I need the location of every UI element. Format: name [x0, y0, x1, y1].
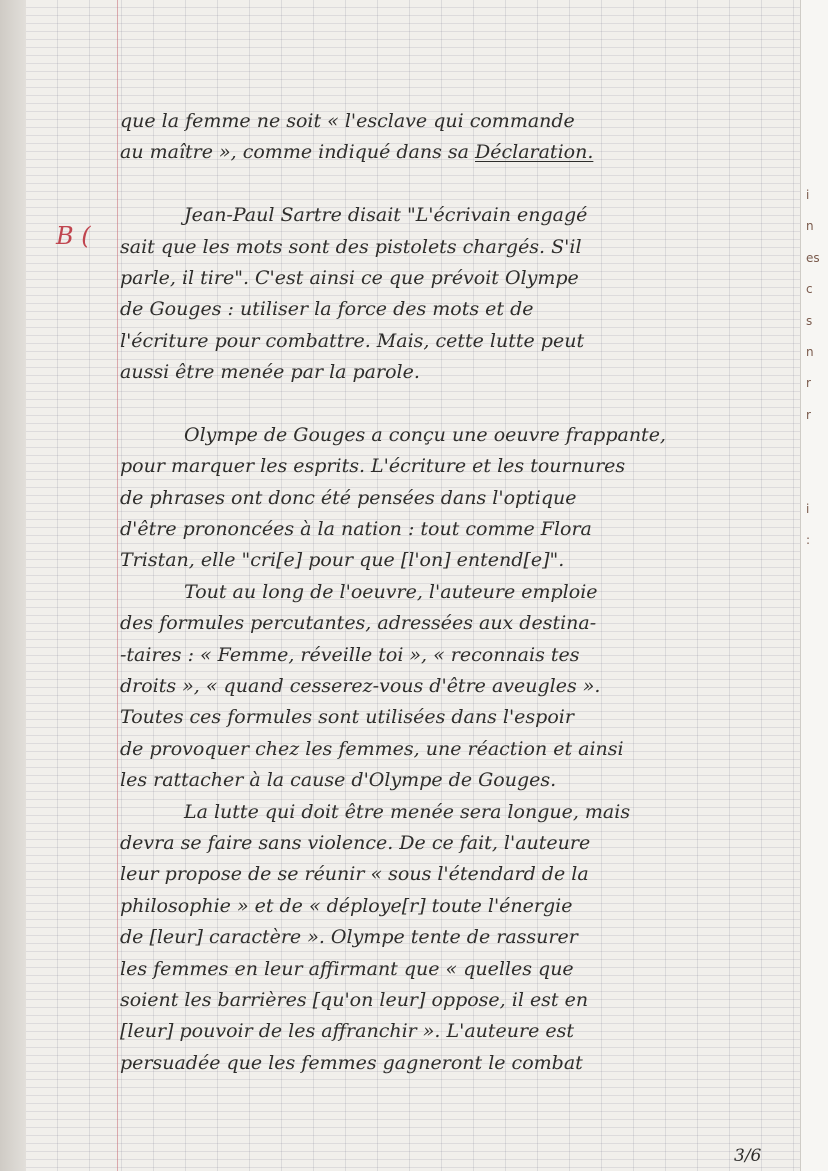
- text-line: que la femme ne soit « l'esclave qui commande: [120, 110, 575, 132]
- adjacent-page-text-fragments: [806, 180, 828, 557]
- text-line: les femmes en leur affirmant que « quelles que: [120, 957, 574, 980]
- text-line: sait que les mots sont des pistolets chargés. S'il: [120, 235, 582, 258]
- text-line: pour marquer les esprits. L'écriture et les tournures: [120, 455, 626, 478]
- edge-mark: r: [806, 376, 811, 391]
- text-line: -taires : « Femme, réveille toi », « reconnais tes: [120, 643, 580, 666]
- text-line: [120, 137, 800, 168]
- text-line-part: au maître », comme indiqué dans sa: [120, 141, 475, 164]
- edge-mark: c: [806, 282, 813, 297]
- paragraph-start: Tout au long de l'oeuvre, l'auteure emploie: [184, 580, 598, 603]
- text-line: parle, il tire". C'est ainsi ce que prévoit Olympe: [120, 266, 579, 289]
- text-line: [leur] pouvoir de les affranchir ». L'auteure est: [120, 1020, 575, 1043]
- text-line: Toutes ces formules sont utilisées dans l'espoir: [120, 706, 574, 729]
- text-line: l'écriture pour combattre. Mais, cette lutte peut: [120, 329, 585, 352]
- edge-mark: r: [806, 407, 811, 422]
- edge-mark: [806, 431, 828, 462]
- text-line: d'être prononcées à la nation : tout comme Flora: [120, 518, 592, 541]
- text-line: persuadée que les femmes gagneront le combat: [120, 1051, 583, 1074]
- text-line: de [leur] caractère ». Olympe tente de rassurer: [120, 926, 578, 949]
- edge-mark: s: [806, 313, 813, 328]
- blank-line: [120, 169, 800, 200]
- page-number: 3/6: [734, 1146, 762, 1166]
- handwritten-text: [120, 106, 800, 1079]
- edge-mark: es: [806, 250, 820, 265]
- edge-mark: [806, 463, 828, 494]
- edge-mark: n: [806, 344, 814, 359]
- text-line: devra se faire sans violence. De ce fait, l'auteure: [120, 831, 591, 854]
- blank-line: [120, 389, 800, 420]
- text-line: les rattacher à la cause d'Olympe de Gouges.: [120, 769, 557, 792]
- paragraph-start: Olympe de Gouges a conçu une oeuvre frappante,: [184, 423, 666, 446]
- edge-mark: :: [806, 533, 811, 548]
- text-line: de Gouges : utiliser la force des mots et de: [120, 298, 534, 321]
- text-line: soient les barrières [qu'on leur] oppose, il est en: [120, 988, 589, 1011]
- edge-mark: i: [806, 188, 810, 202]
- edge-mark: n: [806, 219, 814, 234]
- adjacent-page-edge: [800, 0, 828, 1171]
- text-line: Tristan, elle "cri[e] pour que [l'on] entend[e]".: [120, 549, 565, 572]
- paragraph-start: La lutte qui doit être menée sera longue, mais: [184, 800, 631, 823]
- paragraph-start: Jean-Paul Sartre disait "L'écrivain engagé: [184, 204, 588, 227]
- underlined-title: Déclaration.: [475, 141, 594, 164]
- text-line: de provoquer chez les femmes, une réaction et ainsi: [120, 737, 624, 760]
- text-line: des formules percutantes, adressées aux destina-: [120, 612, 597, 635]
- red-margin-line: [117, 0, 118, 1171]
- text-line: de phrases ont donc été pensées dans l'optique: [120, 486, 577, 509]
- edge-mark: i: [806, 501, 810, 516]
- text-line: aussi être menée par la parole.: [120, 361, 420, 384]
- text-line: leur propose de se réunir « sous l'étendard de la: [120, 863, 589, 886]
- margin-annotation: B (: [56, 222, 91, 250]
- text-line: philosophie » et de « déploye[r] toute l'énergie: [120, 894, 573, 917]
- background-left-edge: [0, 0, 26, 1171]
- text-line: droits », « quand cesserez-vous d'être aveugles ».: [120, 675, 601, 698]
